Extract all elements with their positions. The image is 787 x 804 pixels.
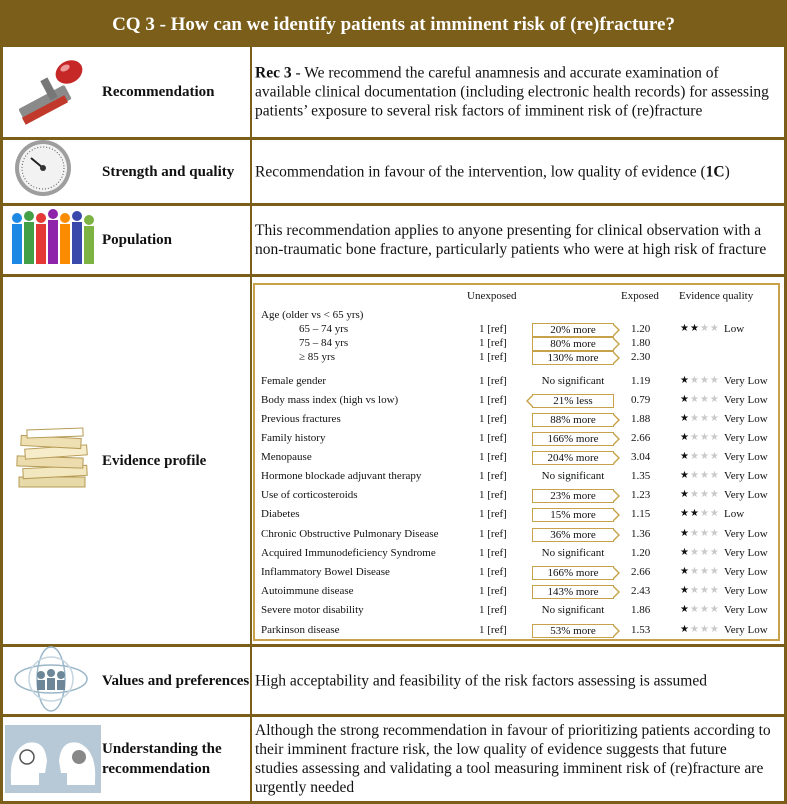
unexposed-value: 1 [ref] — [479, 585, 507, 597]
arrow-left-icon — [526, 394, 533, 408]
star-empty-icon: ★ — [699, 566, 710, 577]
exposed-value: 2.66 — [631, 566, 651, 578]
quality-label: Very Low — [724, 451, 768, 463]
star-empty-icon: ★ — [699, 604, 710, 615]
star-empty-icon: ★ — [689, 604, 700, 615]
effect-label — [532, 432, 614, 446]
risk-factor-name: Diabetes — [261, 508, 300, 520]
strength-text — [255, 162, 772, 181]
evidence-table-row — [255, 451, 778, 465]
star-empty-icon: ★ — [699, 547, 710, 558]
exposed-value: 3.04 — [631, 451, 651, 463]
quality-stars — [680, 323, 720, 334]
arrow-right-icon — [613, 432, 620, 446]
star-empty-icon: ★ — [709, 528, 720, 539]
quality-stars — [680, 394, 720, 405]
unexposed-value: 1 [ref] — [479, 489, 507, 501]
star-filled-icon: ★ — [680, 489, 690, 500]
strength-row — [3, 140, 784, 206]
effect-label — [532, 323, 614, 337]
exposed-value: 2.30 — [631, 351, 651, 363]
exposed-value: 1.15 — [631, 508, 651, 520]
unexposed-value: 1 [ref] — [479, 323, 507, 335]
quality-stars — [680, 375, 720, 386]
star-empty-icon: ★ — [699, 528, 710, 539]
exposed-value: 2.66 — [631, 432, 651, 444]
unexposed-value: 1 [ref] — [479, 566, 507, 578]
star-empty-icon: ★ — [709, 394, 720, 405]
effect-text: 204% more — [547, 452, 599, 464]
evidence-table-row — [255, 470, 778, 484]
star-filled-icon: ★ — [680, 394, 690, 405]
rec-body: - We recommend the careful anamnesis and accurate examination of available clinical documentation (including electronic health records) for assessing patients’ exposure to several risk factors of imminent risk of (re)fracture — [255, 64, 769, 120]
recommendation-text — [255, 64, 772, 121]
effect-text: No significant — [541, 604, 605, 616]
arrow-right-icon — [613, 489, 620, 503]
exposed-value: 1.19 — [631, 375, 651, 387]
star-filled-icon: ★ — [680, 566, 690, 577]
risk-factor-name: Hormone blockade adjuvant therapy — [261, 470, 422, 482]
star-empty-icon: ★ — [689, 624, 700, 635]
quality-label: Low — [724, 508, 745, 520]
effect-label — [532, 451, 614, 465]
effect-label — [532, 528, 614, 542]
exposed-value: 1.36 — [631, 528, 651, 540]
exposed-value: 0.79 — [631, 394, 651, 406]
star-filled-icon: ★ — [680, 413, 690, 424]
evidence-table-row — [255, 337, 778, 351]
star-filled-icon: ★ — [680, 451, 690, 462]
exposed-value: 1.20 — [631, 547, 651, 559]
risk-factor-name: Family history — [261, 432, 326, 444]
evidence-table-row — [255, 375, 778, 389]
risk-factor-name: Severe motor disability — [261, 604, 364, 616]
effect-label — [532, 394, 614, 408]
star-empty-icon: ★ — [709, 470, 720, 481]
quality-stars — [680, 451, 720, 462]
effect-label — [532, 566, 614, 580]
arrow-right-icon — [613, 451, 620, 465]
risk-factor-name: 65 – 74 yrs — [299, 323, 349, 335]
star-empty-icon: ★ — [709, 432, 720, 443]
star-filled-icon: ★ — [689, 508, 700, 519]
effect-text: 80% more — [550, 338, 596, 350]
population-text: This recommendation applies to anyone presenting for clinical observation with a non-traumatic bone fracture, particularly patients who were at high risk of fracture — [255, 222, 767, 258]
arrow-right-icon — [613, 528, 620, 542]
exposed-value: 2.43 — [631, 585, 651, 597]
star-filled-icon: ★ — [680, 323, 690, 334]
star-empty-icon: ★ — [699, 394, 710, 405]
people-silhouettes-icon — [9, 204, 99, 276]
unexposed-value: 1 [ref] — [479, 351, 507, 363]
quality-label: Very Low — [724, 528, 768, 540]
quality-label: Very Low — [724, 470, 768, 482]
quality-label: Very Low — [724, 375, 768, 387]
quality-label: Very Low — [724, 413, 768, 425]
risk-factor-name: Acquired Immunodeficiency Syndrome — [261, 547, 436, 559]
recommendation-label: Recommendation — [102, 84, 215, 100]
star-empty-icon: ★ — [709, 566, 720, 577]
rec-id: Rec 3 — [255, 64, 292, 82]
risk-factor-name: Parkinson disease — [261, 624, 340, 636]
unexposed-value: 1 [ref] — [479, 470, 507, 482]
effect-text: 166% more — [547, 567, 599, 579]
age-group-row — [255, 309, 778, 323]
population-label: Population — [102, 232, 173, 248]
star-filled-icon: ★ — [680, 547, 690, 558]
unexposed-value: 1 [ref] — [479, 604, 507, 616]
effect-label — [532, 624, 614, 638]
risk-factor-name: Inflammatory Bowel Disease — [261, 566, 390, 578]
star-empty-icon: ★ — [699, 451, 710, 462]
exposed-value: 1.86 — [631, 604, 651, 616]
effect-label — [532, 585, 614, 599]
quality-label: Very Low — [724, 394, 768, 406]
values-text: High acceptability and feasibility of the risk factors assessing is assumed — [255, 672, 707, 689]
unexposed-value: 1 [ref] — [479, 413, 507, 425]
risk-factor-name: Previous fractures — [261, 413, 341, 425]
effect-text: 53% more — [550, 625, 596, 637]
star-empty-icon: ★ — [709, 489, 720, 500]
risk-factor-name: Chronic Obstructive Pulmonary Disease — [261, 528, 439, 540]
star-empty-icon: ★ — [699, 624, 710, 635]
exposed-value: 1.88 — [631, 413, 651, 425]
star-empty-icon: ★ — [689, 566, 700, 577]
quality-label: Very Low — [724, 566, 768, 578]
unexposed-value: 1 [ref] — [479, 624, 507, 636]
evidence-table-row — [255, 528, 778, 542]
strength-label: Strength and quality — [102, 163, 235, 180]
unexposed-value: 1 [ref] — [479, 528, 507, 540]
arrow-right-icon — [613, 323, 620, 337]
effect-text: 143% more — [547, 586, 599, 598]
unexposed-value: 1 [ref] — [479, 547, 507, 559]
evidence-table-row — [255, 432, 778, 446]
strength-grade: 1C — [705, 163, 725, 180]
effect-label — [532, 351, 614, 365]
star-empty-icon: ★ — [689, 451, 700, 462]
star-empty-icon: ★ — [699, 413, 710, 424]
quality-label: Low — [724, 323, 745, 335]
strength-text-after: ) — [724, 163, 730, 180]
effect-text: 20% more — [550, 324, 596, 336]
star-filled-icon: ★ — [680, 508, 690, 519]
understanding-text: Although the strong recommendation in favour of prioritizing patients according to their imminent fracture risk, the low quality of evidence suggests that future studies assessing and validating a tool measuring imminent risk of (re)fracture are urgently needed — [255, 722, 771, 796]
unexposed-value: 1 [ref] — [479, 432, 507, 444]
quality-label: Very Low — [724, 604, 768, 616]
effect-text: 88% more — [550, 414, 596, 426]
evidence-table — [253, 283, 780, 641]
star-filled-icon: ★ — [689, 323, 700, 334]
recommendation-row — [3, 47, 784, 140]
star-empty-icon: ★ — [709, 508, 720, 519]
evidence-table-row — [255, 489, 778, 503]
values-row — [3, 647, 784, 717]
unexposed-value: 1 [ref] — [479, 451, 507, 463]
exposed-value: 1.53 — [631, 624, 651, 636]
evidence-table-row — [255, 323, 778, 337]
star-empty-icon: ★ — [689, 432, 700, 443]
effect-text: 21% less — [553, 395, 593, 407]
star-filled-icon: ★ — [680, 528, 690, 539]
effect-label — [532, 413, 614, 427]
card-title: CQ 3 - How can we identify patients at imminent risk of (re)fracture? — [3, 3, 784, 47]
header-exposed: Exposed — [621, 290, 659, 302]
exposed-value: 1.23 — [631, 489, 651, 501]
effect-text: No significant — [541, 470, 605, 482]
risk-factor-name: Use of corticosteroids — [261, 489, 358, 501]
star-empty-icon: ★ — [699, 489, 710, 500]
risk-factor-name: ≥ 85 yrs — [299, 351, 335, 363]
star-empty-icon: ★ — [709, 413, 720, 424]
quality-label: Very Low — [724, 585, 768, 597]
risk-factor-name: Autoimmune disease — [261, 585, 354, 597]
quality-stars — [680, 585, 720, 596]
risk-factor-name: 75 – 84 yrs — [299, 337, 349, 349]
quality-stars — [680, 566, 720, 577]
star-empty-icon: ★ — [689, 394, 700, 405]
quality-stars — [680, 432, 720, 443]
star-filled-icon: ★ — [680, 470, 690, 481]
risk-factor-name: Body mass index (high vs low) — [261, 394, 399, 406]
effect-text: 36% more — [550, 529, 596, 541]
arrow-right-icon — [613, 508, 620, 522]
evidence-table-row — [255, 585, 778, 599]
rubber-stamp-icon — [11, 56, 97, 128]
exposed-value: 1.35 — [631, 470, 651, 482]
quality-stars — [680, 489, 720, 500]
star-empty-icon: ★ — [709, 375, 720, 386]
values-label: Values and preferences — [102, 672, 250, 689]
star-filled-icon: ★ — [680, 585, 690, 596]
star-empty-icon: ★ — [699, 375, 710, 386]
effect-text: 15% more — [550, 509, 596, 521]
star-filled-icon: ★ — [680, 432, 690, 443]
risk-factor-name: Female gender — [261, 375, 327, 387]
unexposed-value: 1 [ref] — [479, 337, 507, 349]
people-network-icon — [11, 645, 97, 717]
understanding-row — [3, 717, 784, 801]
quality-stars — [680, 413, 720, 424]
strength-text-before: Recommendation in favour of the intervention, low quality of evidence ( — [255, 163, 706, 180]
evidence-table-row — [255, 508, 778, 522]
star-empty-icon: ★ — [689, 470, 700, 481]
star-empty-icon: ★ — [689, 375, 700, 386]
risk-factor-name: Menopause — [261, 451, 312, 463]
quality-label: Very Low — [724, 432, 768, 444]
quality-stars — [680, 508, 720, 519]
effect-label — [532, 375, 614, 389]
evidence-table-row — [255, 394, 778, 408]
effect-text: No significant — [541, 375, 605, 387]
effect-text: No significant — [541, 547, 605, 559]
effect-text: 166% more — [547, 433, 599, 445]
quality-stars — [680, 547, 720, 558]
population-row — [3, 206, 784, 277]
arrow-right-icon — [613, 624, 620, 638]
star-empty-icon: ★ — [709, 585, 720, 596]
quality-label: Very Low — [724, 489, 768, 501]
exposed-value: 1.20 — [631, 323, 651, 335]
star-empty-icon: ★ — [699, 323, 710, 334]
gauge-icon — [11, 136, 97, 208]
exposed-value: 1.80 — [631, 337, 651, 349]
star-empty-icon: ★ — [709, 604, 720, 615]
star-empty-icon: ★ — [699, 432, 710, 443]
star-empty-icon: ★ — [699, 585, 710, 596]
star-empty-icon: ★ — [709, 323, 720, 334]
effect-label — [532, 470, 614, 484]
arrow-right-icon — [613, 585, 620, 599]
star-filled-icon: ★ — [680, 375, 690, 386]
quality-stars — [680, 528, 720, 539]
evidence-table-row — [255, 413, 778, 427]
evidence-table-row — [255, 624, 778, 638]
star-empty-icon: ★ — [689, 528, 700, 539]
star-empty-icon: ★ — [689, 585, 700, 596]
star-empty-icon: ★ — [689, 547, 700, 558]
evidence-table-row — [255, 351, 778, 365]
heads-thinking-icon — [5, 721, 101, 797]
arrow-right-icon — [613, 337, 620, 351]
star-empty-icon: ★ — [689, 489, 700, 500]
effect-text: 23% more — [550, 490, 596, 502]
header-unexposed: Unexposed — [467, 290, 517, 302]
evidence-table-row — [255, 604, 778, 618]
effect-label — [532, 508, 614, 522]
effect-label — [532, 489, 614, 503]
star-empty-icon: ★ — [689, 413, 700, 424]
header-quality: Evidence quality — [679, 290, 754, 302]
effect-label — [532, 547, 614, 561]
star-empty-icon: ★ — [699, 470, 710, 481]
effect-text: 130% more — [547, 352, 599, 364]
star-empty-icon: ★ — [709, 547, 720, 558]
evidence-table-row — [255, 547, 778, 561]
understanding-label: Understanding the recommendation — [102, 741, 222, 777]
star-empty-icon: ★ — [709, 624, 720, 635]
evidence-label: Evidence profile — [102, 452, 207, 469]
quality-stars — [680, 624, 720, 635]
star-empty-icon: ★ — [699, 508, 710, 519]
quality-stars — [680, 604, 720, 615]
arrow-right-icon — [613, 413, 620, 427]
arrow-right-icon — [613, 566, 620, 580]
evidence-table-row — [255, 566, 778, 580]
star-filled-icon: ★ — [680, 624, 690, 635]
star-empty-icon: ★ — [709, 451, 720, 462]
unexposed-value: 1 [ref] — [479, 508, 507, 520]
quality-label: Very Low — [724, 624, 768, 636]
effect-label — [532, 604, 614, 618]
unexposed-value: 1 [ref] — [479, 375, 507, 387]
effect-label — [532, 337, 614, 351]
paper-stack-icon — [11, 421, 97, 501]
quality-label: Very Low — [724, 547, 768, 559]
unexposed-value: 1 [ref] — [479, 394, 507, 406]
star-filled-icon: ★ — [680, 604, 690, 615]
arrow-right-icon — [613, 351, 620, 365]
age-group-label: Age (older vs < 65 yrs) — [261, 309, 364, 321]
quality-stars — [680, 470, 720, 481]
